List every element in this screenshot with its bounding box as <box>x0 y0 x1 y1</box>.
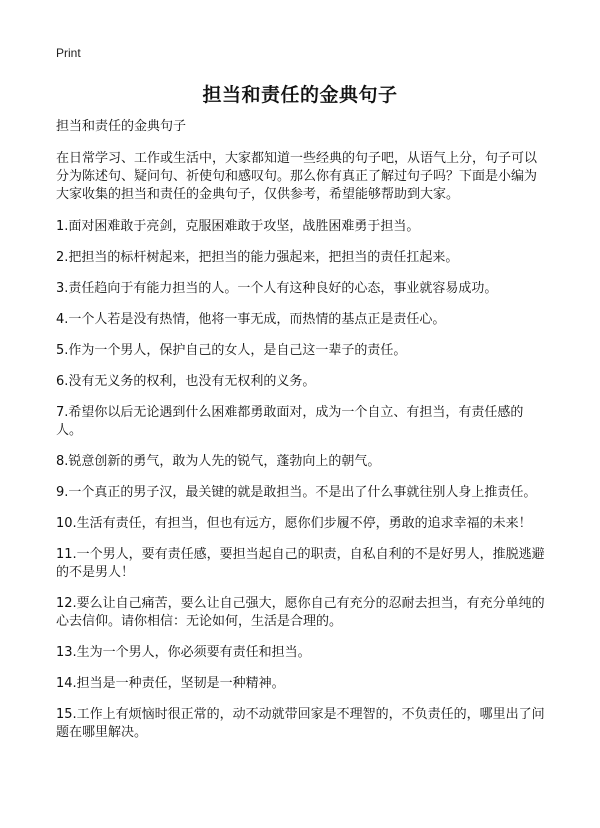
page-title: 担当和责任的金典句子 <box>202 84 398 106</box>
quote-item: 6.没有无义务的权利，也没有无权利的义务。 <box>56 374 316 389</box>
quote-item: 12.要么让自己痛苦，要么让自己强大，愿你自己有充分的忍耐去担当，有充分单纯的心去信仰。请你相信：无论如何，生活是合理的。 <box>56 596 545 629</box>
quote-item: 13.生为一个男人，你必须要有责任和担当。 <box>56 645 311 660</box>
quote-item: 9.一个真正的男子汉，最关键的就是敢担当。不是出了什么事就往别人身上推责任。 <box>56 485 537 500</box>
quote-item: 1.面对困难敢于亮剑，克服困难敢于攻坚，战胜困难勇于担当。 <box>56 219 420 234</box>
article-body <box>56 118 548 755</box>
quote-item: 10.生活有责任，有担当，但也有远方，愿你们步履不停，勇敢的追求幸福的未来！ <box>56 516 532 531</box>
print-link[interactable]: Print <box>56 46 81 60</box>
quote-item: 15.工作上有烦恼时很正常的，动不动就带回家是不理智的，不负责任的，哪里出了问题在哪里解决。 <box>56 707 545 740</box>
quote-item: 7.希望你以后无论遇到什么困难都勇敢面对，成为一个自立、有担当，有责任感的人。 <box>56 405 524 438</box>
quote-item: 3.责任趋向于有能力担当的人。一个人有这种良好的心态，事业就容易成功。 <box>56 281 498 296</box>
quote-item: 2.把担当的标杆树起来，把担当的能力强起来，把担当的责任扛起来。 <box>56 250 459 265</box>
quote-item: 4.一个人若是没有热情，他将一事无成，而热情的基点正是责任心。 <box>56 312 446 327</box>
quote-item: 5.作为一个男人，保护自己的女人，是自己这一辈子的责任。 <box>56 343 407 358</box>
article-subtitle: 担当和责任的金典句子 <box>56 119 187 134</box>
article-intro: 在日常学习、工作或生活中，大家都知道一些经典的句子吧，从语气上分，句子可以分为陈述句、疑问句、祈使句和感叹句。那么你有真正了解过句子吗？下面是小编为大家收集的担当和责任的金典句子，仅供参考，希望能够帮助到大家。 <box>56 151 538 202</box>
quote-item: 11.一个男人，要有责任感，要担当起自己的职责，自私自利的不是好男人，推脱逃避的不是男人！ <box>56 547 545 580</box>
quote-item: 14.担当是一种责任，坚韧是一种精神。 <box>56 676 285 691</box>
quote-item: 8.锐意创新的勇气，敢为人先的锐气，蓬勃向上的朝气。 <box>56 454 381 469</box>
